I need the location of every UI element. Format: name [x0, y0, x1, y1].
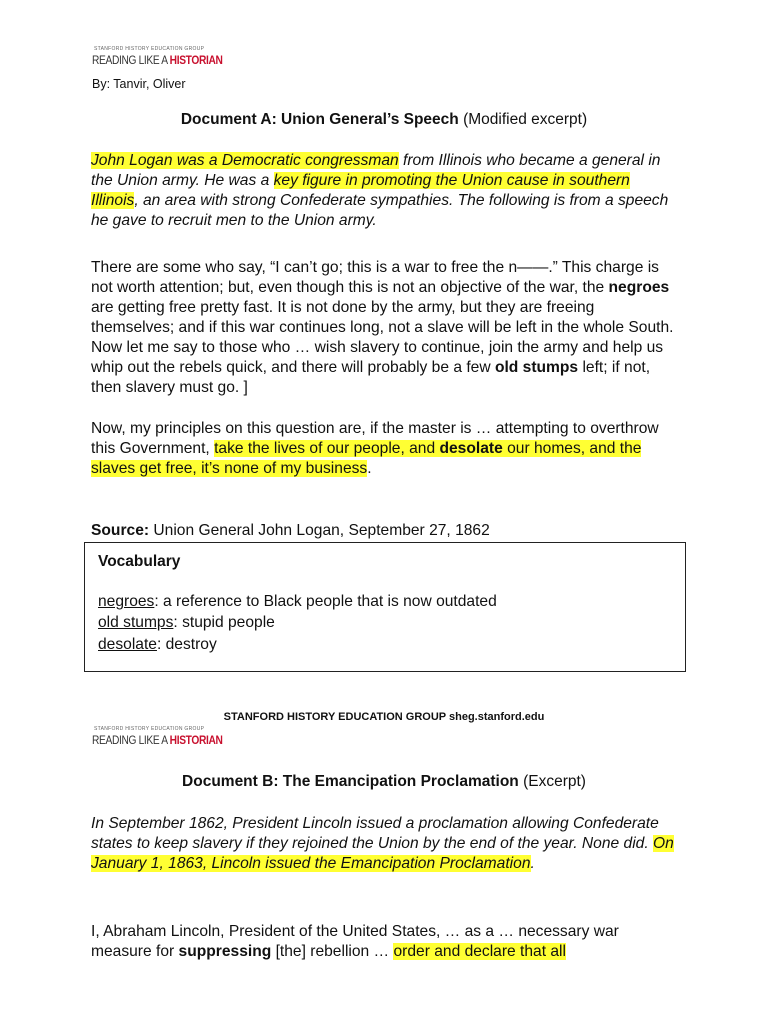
page-footer: STANFORD HISTORY EDUCATION GROUP sheg.stanford.edu — [223, 711, 545, 723]
vocabulary-box — [84, 542, 686, 672]
document-a-source: Source: Union General John Logan, September 27, 1862 — [91, 522, 490, 539]
document-a-paragraph-2: Now, my principles on this question are, if the master is … attempting to overthrow this Government, take the lives of our people, and desolate our homes, and the slaves get free, it’s none of my business. — [91, 420, 659, 477]
document-a-intro: John Logan was a Democratic congressman from Illinois who became a general in the Union army. He was a key figure in promoting the Union cause in southern Illinois, an area with strong Confederate sympathies. The following is from a speech he gave to recruit men to the Union army. — [91, 152, 669, 229]
logo-tagline: STANFORD HISTORY EDUCATION GROUP — [94, 46, 205, 52]
logo-wordmark: READING LIKE A HISTORIAN — [92, 53, 223, 67]
vocabulary-item: negroes: a reference to Black people that is now outdated — [98, 593, 497, 610]
reading-like-a-historian-logo — [92, 46, 242, 72]
vocabulary-item: old stumps: stupid people — [98, 614, 275, 631]
logo-wordmark: READING LIKE A HISTORIAN — [92, 733, 223, 747]
reading-like-a-historian-logo — [92, 726, 242, 752]
logo-tagline: STANFORD HISTORY EDUCATION GROUP — [94, 726, 205, 732]
document-b-title: Document B: The Emancipation Proclamation (Excerpt) — [182, 773, 586, 790]
vocabulary-item: desolate: destroy — [98, 636, 217, 653]
document-a-title: Document A: Union General’s Speech (Modified excerpt) — [180, 111, 588, 128]
document-b-paragraph-1: I, Abraham Lincoln, President of the United States, … as a … necessary war measure for suppressing [the] rebellion … order and declare that all — [91, 923, 619, 960]
document-a-paragraph-1: There are some who say, “I can’t go; this is a war to free the n——.” This charge is not worth attention; but, even though this is not an objective of the war, the negroes are getting free pretty fast. It is not done by the army, but they are freeing themselves; and if this war continues long, not a slave will be left in the whole South. Now let me say to those who … wish slavery to continue, join the army and help us whip out the rebels quick, and there will probably be a few old stumps left; if not, then slavery must go. ] — [91, 259, 674, 396]
vocabulary-title: Vocabulary — [98, 553, 181, 570]
document-b-intro: In September 1862, President Lincoln issued a proclamation allowing Confederate states to keep slavery if they rejoined the Union by the end of the year. None did. On January 1, 1863, Lincoln issued the Emancipation Proclamation. — [91, 815, 674, 872]
author-byline: By: Tanvir, Oliver — [92, 77, 186, 91]
